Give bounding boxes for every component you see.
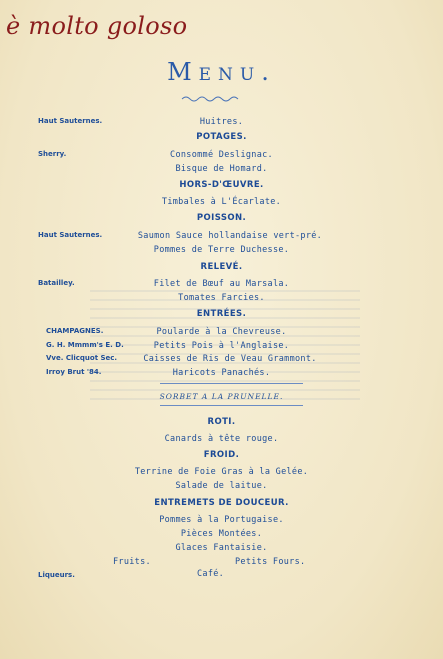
dish: Saumon Sauce hollandaise vert-pré.	[137, 231, 323, 241]
title-flourish-ornament	[180, 95, 240, 103]
wine-pairing: CHAMPAGNES.	[46, 327, 104, 335]
dish: Pommes à la Portugaise.	[159, 515, 284, 525]
sorbet-line: SORBET A LA PRUNELLE.	[159, 392, 284, 401]
wine-pairing: Sherry.	[38, 150, 67, 158]
wine-pairing: G. H. Mmmm's E. D.	[46, 341, 124, 349]
dish-fruits: Fruits.	[113, 557, 151, 567]
course-heading: ENTREMETS DE DOUCEUR.	[154, 498, 289, 508]
divider-rule	[160, 383, 303, 384]
course-heading: POISSON.	[196, 213, 247, 223]
dish: Canards à tête rouge.	[164, 434, 279, 444]
dish: Pièces Montées.	[180, 529, 263, 539]
wine-pairing-liqueurs: Liqueurs.	[38, 571, 75, 579]
wine-pairing: Irroy Brut '84.	[46, 368, 102, 376]
dish: Petits Pois à l'Anglaise.	[153, 341, 290, 351]
wine-pairing: Haut Sauternes.	[38, 117, 103, 125]
course-heading: POTAGES.	[196, 132, 247, 142]
wine-pairing: Haut Sauternes.	[38, 231, 103, 239]
dish: Filet de Bœuf au Marsala.	[153, 279, 290, 289]
dish: Glaces Fantaisie.	[175, 543, 268, 553]
dish: Bisque de Homard.	[175, 164, 268, 174]
wine-pairing: Vve. Clicquot Sec.	[46, 354, 118, 362]
dish: Poularde à la Chevreuse.	[156, 327, 287, 337]
dish: Caisses de Ris de Veau Grammont.	[143, 354, 317, 364]
dish: Consommé Deslignac.	[170, 150, 273, 160]
dish-cafe: Café.	[197, 569, 225, 579]
dish: Haricots Panachés.	[172, 368, 271, 378]
wine-pairing: Batailley.	[38, 279, 75, 287]
divider-rule	[160, 405, 303, 406]
overlay-caption: è molto goloso	[6, 12, 188, 40]
dish: Salade de laitue.	[175, 481, 268, 491]
course-heading: RELEVÉ.	[200, 262, 243, 272]
course-heading: ROTI.	[207, 417, 236, 427]
dish-petits-fours: Petits Fours.	[235, 557, 306, 567]
dish: Pommes de Terre Duchesse.	[153, 245, 290, 255]
course-heading: HORS-D'ŒUVRE.	[179, 180, 264, 190]
dish: Huitres.	[199, 117, 244, 127]
dish: Tomates Farcies.	[178, 293, 265, 303]
course-heading: FROID.	[203, 450, 240, 460]
dish: Terrine de Foie Gras à la Gelée.	[134, 467, 309, 477]
dish: Timbales à L'Écarlate.	[161, 197, 282, 207]
course-heading: ENTRÉES.	[196, 309, 247, 319]
menu-title: Menu.	[167, 58, 276, 86]
